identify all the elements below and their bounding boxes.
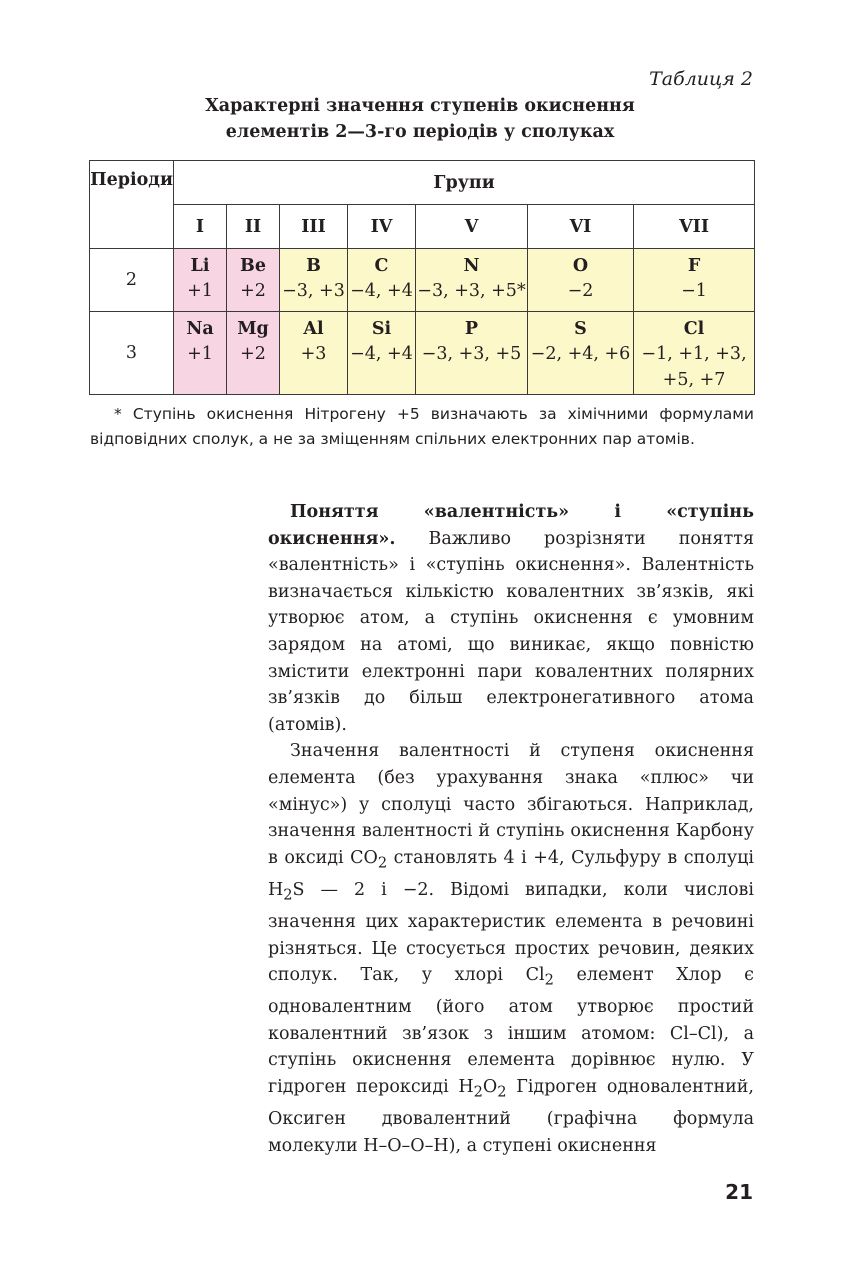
oxidation-values: +2: [240, 281, 266, 301]
group-number: VII: [634, 205, 755, 249]
element-symbol: N: [463, 256, 480, 276]
paragraph-text: Важливо розрізняти поняття «валентність» і «ступінь окиснення». Валентність визначається кількістю ковалентних зв’язків, які утворює атом, а ступінь окиснення є умовним зарядом на атомі, що виникає, якщо повністю змістити електронні пари ковалентних полярних зв’язків до більш електронегативного атома (атомів).: [268, 528, 754, 735]
period-cell: 2: [90, 249, 174, 312]
page-number: 21: [725, 1180, 753, 1204]
element-symbol: B: [306, 256, 321, 276]
oxidation-values: +2: [240, 344, 266, 364]
oxidation-states-table: [89, 160, 755, 395]
element-symbol: P: [464, 319, 479, 339]
oxidation-values: −3, +3, +5: [421, 344, 522, 364]
element-cell: [416, 312, 528, 395]
element-cell: [528, 249, 634, 312]
table-label: Таблиця 2: [649, 68, 753, 90]
paragraph: [268, 499, 754, 738]
element-symbol: Cl: [683, 319, 705, 339]
oxidation-values: −3, +3, +5*: [417, 281, 526, 301]
element-symbol: Be: [240, 256, 266, 276]
body-text: [268, 499, 754, 1159]
element-cell: [528, 312, 634, 395]
group-number: II: [227, 205, 280, 249]
element-cell: [227, 249, 280, 312]
element-cell: [280, 249, 348, 312]
element-cell: [634, 312, 755, 395]
group-number: I: [174, 205, 227, 249]
oxidation-values: −1, +1, +3,: [641, 344, 747, 364]
element-symbol: Na: [186, 319, 214, 339]
element-symbol: C: [374, 256, 389, 276]
element-symbol: F: [687, 256, 701, 276]
oxidation-values: +3: [300, 344, 327, 364]
element-cell: [348, 249, 416, 312]
oxidation-values: −1: [681, 281, 707, 301]
element-symbol: S: [574, 319, 587, 339]
footnote-text: * Ступінь окиснення Нітрогену +5 визначають за хімічними формулами відповідних сполук, а не за зміщенням спільних електронних пар атомів.: [90, 405, 754, 448]
subscript: 2: [497, 1083, 507, 1101]
element-symbol: O: [572, 256, 589, 276]
element-symbol: Li: [190, 256, 210, 276]
element-symbol: Mg: [237, 319, 269, 339]
group-number: VI: [528, 205, 634, 249]
subscript: 2: [377, 854, 388, 872]
oxidation-values: +1: [187, 281, 213, 301]
paragraph-text: становлять 4 і +4, Сульфуру в сполуці H: [268, 847, 754, 900]
subscript: 2: [544, 971, 554, 989]
table-title-line1: Характерні значення ступенів окиснення: [205, 96, 635, 116]
period-cell: 3: [90, 312, 174, 395]
element-cell: [634, 249, 755, 312]
paragraph-text: Гідроген одновалентний, Оксиген двовалентний (графічна формула молекули H–O–O–H), а ступені окиснення: [268, 1076, 754, 1156]
paragraph: [268, 738, 754, 1159]
oxidation-values: +1: [187, 344, 213, 364]
element-symbol: Al: [303, 319, 324, 339]
element-cell: [227, 312, 280, 395]
table-title: [130, 93, 710, 145]
element-cell: [348, 312, 416, 395]
oxidation-values: −2, +4, +6: [530, 344, 631, 364]
oxidation-values: −3, +3: [282, 281, 345, 301]
table-row: [90, 312, 755, 395]
subscript: 2: [283, 886, 293, 904]
element-cell: [174, 249, 227, 312]
group-number: III: [280, 205, 348, 249]
oxidation-values: −2: [567, 281, 594, 301]
table-row: [90, 249, 755, 312]
element-cell: [174, 312, 227, 395]
paragraph-text: Значення валентності й ступеня окиснення елемента (без урахування знака «плюс» чи «мінус») у сполуці часто збігаються. Наприклад, значення валентності й ступінь окиснення Карбону в оксиді CO: [268, 741, 754, 868]
element-cell: [280, 312, 348, 395]
paragraph-heading: Поняття «валентність» і «ступінь окиснення».: [268, 502, 754, 549]
subscript: 2: [473, 1083, 483, 1101]
element-symbol: Si: [371, 319, 392, 339]
oxidation-values: −4, +4: [350, 344, 413, 364]
table-title-line2: елементів 2—3-го періодів у сполуках: [225, 122, 615, 142]
paragraph-text: елемент Хлор є одновалентним (його атом утворює простий ковалентний зв’язок з іншим атомом: Cl–Cl), а ступінь окиснення елемента дорівнює нулю. У гідроген пероксиді H: [268, 965, 754, 1097]
group-number: IV: [348, 205, 416, 249]
element-cell: [416, 249, 528, 312]
groups-header: Групи: [174, 161, 755, 205]
paragraph-text: O: [482, 1076, 498, 1097]
oxidation-values-continued: +5, +7: [662, 370, 726, 390]
footnote: [90, 402, 754, 452]
periods-header: Періоди: [90, 161, 174, 249]
group-number: V: [416, 205, 528, 249]
oxidation-values: −4, +4: [350, 281, 413, 301]
paragraph-text: S — 2 і −2. Відомі випадки, коли числові значення цих характеристик елемента в речовині різняться. Це стосується простих речовин, деяких сполук. Так, у хлорі Cl: [268, 879, 754, 986]
